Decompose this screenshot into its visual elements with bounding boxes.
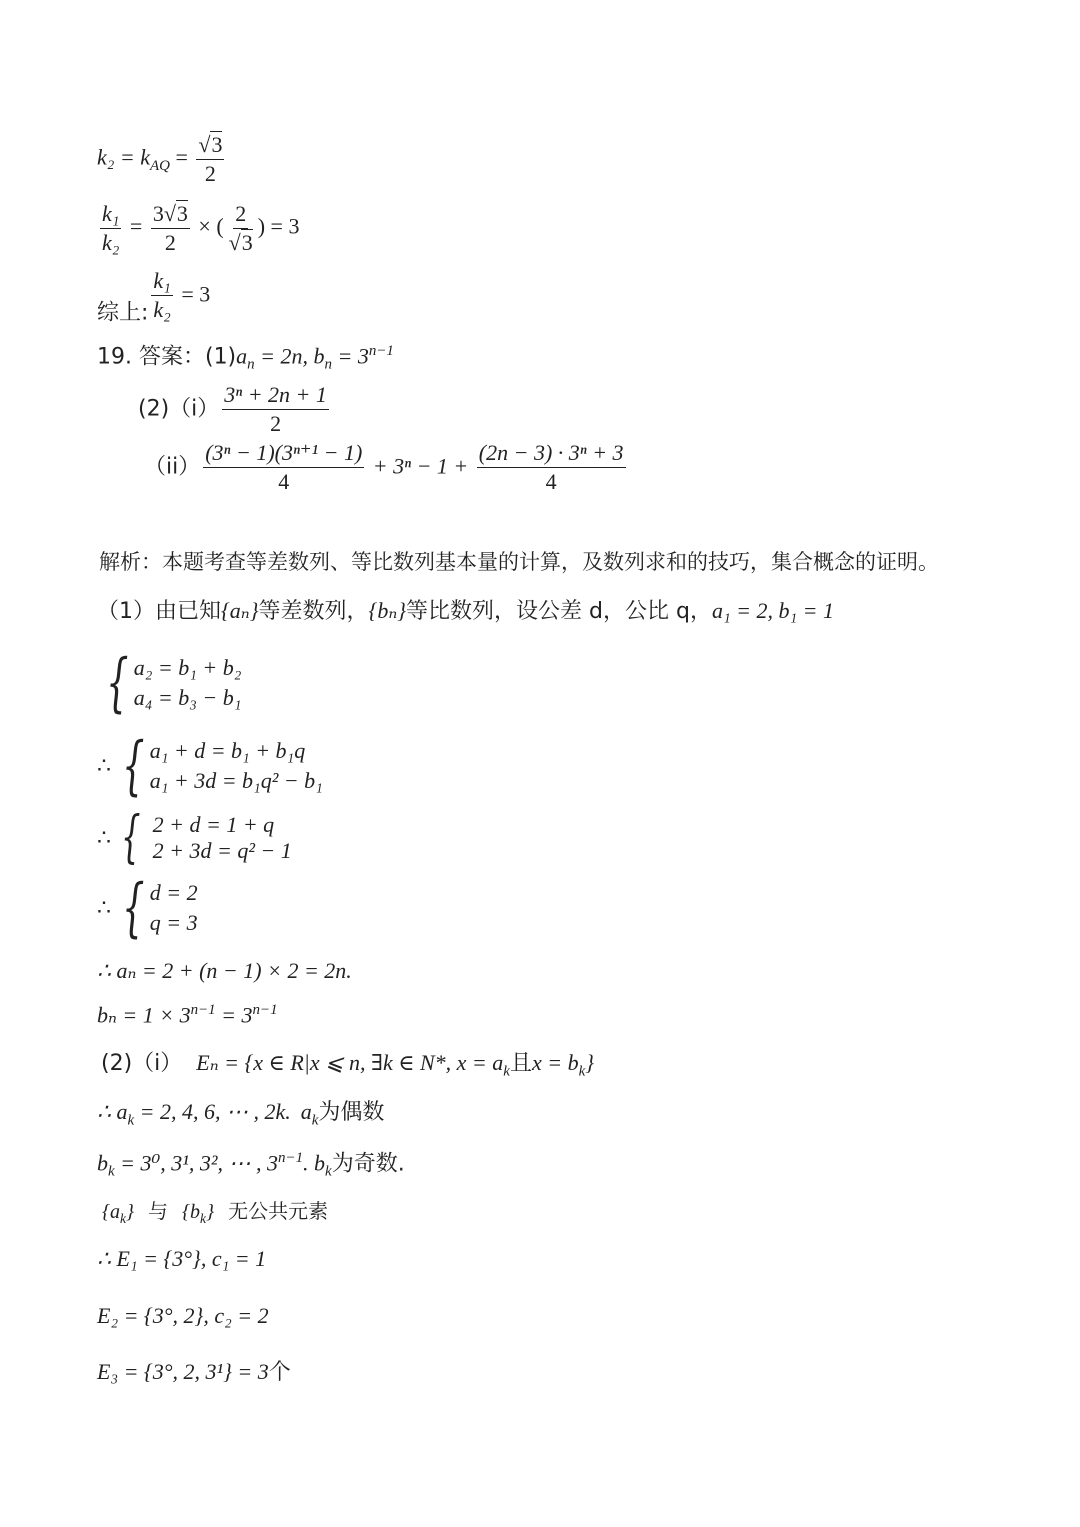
- E2-line: E₂ = {3°, 2}, c₂ = 2: [97, 1303, 269, 1328]
- exp: n−1: [190, 1002, 216, 1018]
- fraction-2-over-sqrt3: $\frac{2}{√3}$: [228, 201, 253, 255]
- ak-even: 为偶数: [318, 1100, 385, 1125]
- system-3: [97, 805, 292, 870]
- q19-label: 19. 答案：(1): [97, 344, 237, 370]
- brace: {: [121, 805, 141, 870]
- ak-list-b: = 2, 4, 6, ⋯ , 2k.: [134, 1099, 291, 1124]
- subscript: k: [503, 1063, 510, 1080]
- E3-ge: 个: [268, 1360, 291, 1385]
- fraction-part2-i: [222, 384, 329, 435]
- fraction-part2-ii-2: [477, 442, 626, 493]
- En-def-c: }: [585, 1050, 595, 1075]
- fraction-sqrt3-over-2: $\frac{√3}{2}$: [198, 132, 223, 186]
- bk-set-close: }: [206, 1201, 215, 1223]
- bn-exp: n−1: [368, 343, 394, 359]
- line-k2: [97, 134, 227, 185]
- fraction-k1-k2: $\frac{\text{k₁}}{\text{k₂}}$: [153, 268, 171, 322]
- frac-den: 2: [270, 411, 282, 436]
- subscript: k: [578, 1063, 586, 1080]
- line-part2-i: [138, 384, 332, 435]
- brace: {: [122, 871, 145, 945]
- ak-list: ∴ a: [97, 1099, 128, 1124]
- summary-label: 综上:: [97, 300, 149, 326]
- system-row: d = 2: [149, 880, 198, 905]
- k2-sub: AQ: [150, 157, 170, 174]
- step1-text-c: 等比数列，设公差 d，公比 q，: [406, 599, 712, 624]
- brace: {: [122, 729, 145, 803]
- En-def-b: x = b: [531, 1050, 579, 1075]
- mid-terms: + 3ⁿ − 1 +: [367, 453, 474, 479]
- therefore-sign: ∴: [97, 753, 111, 778]
- bn-set: {bₙ}: [368, 598, 407, 623]
- part2i-label: (2)（i）: [101, 1051, 183, 1076]
- subscript: k: [120, 1211, 127, 1226]
- sqrt-arg: 3: [241, 230, 253, 255]
- brace: {: [106, 646, 129, 720]
- times-sign: × (: [192, 213, 224, 239]
- system-row: a₂ = b₁ + b₂: [133, 655, 242, 680]
- an-set: {aₙ}: [221, 598, 259, 623]
- system-4: [97, 871, 198, 945]
- therefore-sign: ∴: [97, 895, 111, 920]
- system-1: [97, 646, 242, 720]
- system-row: 2 + d = 1 + q: [152, 812, 275, 837]
- fraction-3sqrt3-over-2: $\frac{3√3}{2}$: [152, 201, 188, 255]
- frac-num: 3ⁿ + 2n + 1: [222, 384, 329, 410]
- bn-text-a: bₙ = 1 × 3: [97, 1002, 191, 1028]
- frac-den: 2: [164, 230, 176, 255]
- E3-line: [97, 1361, 291, 1384]
- ak-set-close: }: [126, 1201, 135, 1223]
- subscript: k: [325, 1163, 332, 1180]
- line-bk: [97, 1151, 405, 1180]
- system-row: a₁ + 3d = b₁q² − b₁: [149, 768, 323, 793]
- step1-text-a: （1）由已知: [97, 599, 221, 624]
- ak-var: a: [300, 1099, 312, 1124]
- frac-den: 4: [278, 469, 290, 494]
- eq-sign: =: [169, 144, 194, 170]
- sqrt-arg: 3: [211, 132, 223, 157]
- analysis-text: 解析：本题考查等差数列、等比数列基本量的计算，及数列求和的技巧，集合概念的证明。: [99, 550, 939, 574]
- summary-result: = 3: [175, 281, 211, 307]
- no-common-text: 无公共元素: [228, 1199, 329, 1223]
- E1-line: ∴ E₁ = {3°}, c₁ = 1: [97, 1246, 267, 1271]
- frac-den: 4: [545, 469, 557, 494]
- coef: 3: [152, 201, 164, 226]
- subscript: k: [200, 1211, 207, 1226]
- fraction-part2-ii-1: [203, 442, 364, 493]
- E3-expr: E₃ = {3°, 2, 3¹} = 3: [97, 1359, 269, 1384]
- bn-formula: [97, 1003, 278, 1026]
- system-row: q = 3: [149, 910, 198, 935]
- system-row: a₁ + d = b₁ + b₁q: [149, 738, 306, 763]
- bk-odd: 为奇数.: [331, 1151, 405, 1177]
- fraction-k1-k2: $\frac{\text{k₁}}{\text{k₂}}$: [102, 201, 120, 255]
- an-var: a: [236, 343, 248, 369]
- line-summary: [97, 270, 210, 325]
- step1-text-b: 等差数列，: [258, 599, 369, 624]
- result: ) = 3: [257, 213, 300, 239]
- line-ratio: [97, 203, 299, 254]
- line-q19: 19. 答案：$(1)a_n = 2n$, $b_n = 3^{n-1}$: [97, 343, 394, 373]
- line-En-def: [101, 1052, 594, 1079]
- bn-eq: = 3: [331, 343, 369, 369]
- En-def-a: Eₙ = {x ∈ R|x ⩽ n, ∃k ∈ N*, x = a: [196, 1050, 504, 1075]
- subscript: k: [311, 1112, 319, 1129]
- k2-lhs: k₂ = k: [97, 144, 151, 170]
- frac-num: (2n − 3) · 3ⁿ + 3: [477, 442, 626, 468]
- line-no-common: [102, 1201, 328, 1226]
- part2-ii-label: （ii）: [144, 454, 201, 480]
- frac-num: 2: [233, 203, 248, 229]
- bk-list: b: [97, 1150, 108, 1176]
- therefore-sign: ∴: [97, 825, 111, 850]
- eq-sign: =: [124, 213, 148, 239]
- system-row: 2 + 3d = q² − 1: [152, 838, 292, 863]
- initial-values: a₁ = 2, b₁ = 1: [711, 598, 834, 623]
- exp: n−1: [278, 1150, 304, 1166]
- yu: 与: [148, 1199, 169, 1223]
- subscript: k: [127, 1112, 135, 1129]
- line-part2-ii: [144, 442, 629, 493]
- line-ak: [97, 1101, 384, 1128]
- exp: n−1: [252, 1002, 278, 1018]
- bk-set: {b: [182, 1201, 201, 1223]
- subscript: k: [108, 1163, 115, 1180]
- bk-var: . b: [303, 1150, 326, 1176]
- qie: 且: [509, 1051, 532, 1076]
- system-2: [97, 729, 323, 803]
- system-row: a₄ = b₃ − b₁: [133, 685, 242, 710]
- frac-den: 2: [204, 161, 216, 186]
- frac-num: (3ⁿ − 1)(3ⁿ⁺¹ − 1): [203, 442, 364, 468]
- sqrt-arg: 3: [176, 201, 188, 226]
- bn-text-b: = 3: [215, 1002, 253, 1028]
- part2-i-label: (2)（i）: [138, 396, 220, 422]
- an-eq: = 2n, b: [254, 343, 325, 369]
- line-step1: [97, 600, 834, 623]
- bk-list-b: = 3⁰, 3¹, 3², ⋯ , 3: [114, 1150, 278, 1176]
- ak-set: {a: [102, 1201, 120, 1223]
- an-formula: ∴ aₙ = 2 + (n − 1) × 2 = 2n.: [97, 958, 352, 983]
